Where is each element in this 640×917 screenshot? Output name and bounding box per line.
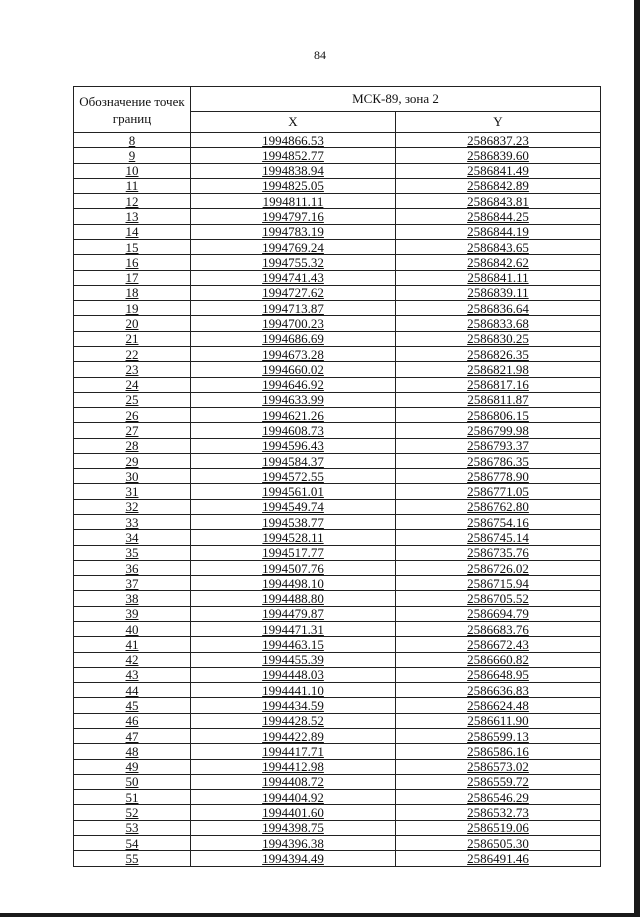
x-coordinate-cell: 1994498.10	[191, 576, 396, 591]
table-row	[74, 408, 601, 423]
table-row	[74, 453, 601, 468]
x-coordinate-cell: 1994488.80	[191, 591, 396, 606]
x-coordinate-cell: 1994852.77	[191, 148, 396, 163]
coordinate-system-header: МСК-89, зона 2	[191, 87, 601, 112]
point-number-cell: 11	[74, 178, 191, 193]
x-coordinate-cell: 1994455.39	[191, 652, 396, 667]
table-row	[74, 698, 601, 713]
y-coordinate-cell: 2586611.90	[396, 713, 601, 728]
x-coordinate-cell: 1994401.60	[191, 805, 396, 820]
x-coordinate-cell: 1994686.69	[191, 331, 396, 346]
table-row	[74, 239, 601, 254]
point-number-cell: 18	[74, 285, 191, 300]
points-header-label: Обозначение точек границ	[79, 93, 185, 126]
y-coordinate-cell: 2586648.95	[396, 667, 601, 682]
y-coordinate-cell: 2586573.02	[396, 759, 601, 774]
table-row	[74, 438, 601, 453]
x-coordinate-cell: 1994463.15	[191, 637, 396, 652]
point-number-cell: 29	[74, 453, 191, 468]
table-row	[74, 285, 601, 300]
table-row	[74, 728, 601, 743]
y-coordinate-cell: 2586636.83	[396, 683, 601, 698]
x-coordinate-cell: 1994797.16	[191, 209, 396, 224]
x-column-header: X	[191, 112, 396, 133]
table-row	[74, 591, 601, 606]
y-coordinate-cell: 2586745.14	[396, 530, 601, 545]
table-row	[74, 790, 601, 805]
point-number-cell: 27	[74, 423, 191, 438]
table-row	[74, 270, 601, 285]
x-coordinate-cell: 1994538.77	[191, 515, 396, 530]
y-coordinate-cell: 2586843.81	[396, 194, 601, 209]
point-number-cell: 35	[74, 545, 191, 560]
x-coordinate-cell: 1994608.73	[191, 423, 396, 438]
y-coordinate-cell: 2586842.62	[396, 255, 601, 270]
point-number-cell: 8	[74, 133, 191, 148]
x-coordinate-cell: 1994584.37	[191, 453, 396, 468]
x-coordinate-cell: 1994549.74	[191, 499, 396, 514]
table-row	[74, 759, 601, 774]
point-number-cell: 24	[74, 377, 191, 392]
y-coordinate-cell: 2586841.49	[396, 163, 601, 178]
point-number-cell: 31	[74, 484, 191, 499]
point-number-cell: 28	[74, 438, 191, 453]
y-coordinate-cell: 2586839.60	[396, 148, 601, 163]
table-row	[74, 652, 601, 667]
y-coordinate-cell: 2586726.02	[396, 560, 601, 575]
table-row	[74, 713, 601, 728]
y-coordinate-cell: 2586735.76	[396, 545, 601, 560]
point-number-cell: 46	[74, 713, 191, 728]
y-coordinate-cell: 2586843.65	[396, 239, 601, 254]
table-row	[74, 499, 601, 514]
y-coordinate-cell: 2586821.98	[396, 362, 601, 377]
table-row	[74, 362, 601, 377]
x-coordinate-cell: 1994422.89	[191, 728, 396, 743]
point-number-cell: 38	[74, 591, 191, 606]
y-coordinate-cell: 2586841.11	[396, 270, 601, 285]
table-row	[74, 530, 601, 545]
y-coordinate-cell: 2586793.37	[396, 438, 601, 453]
x-coordinate-cell: 1994866.53	[191, 133, 396, 148]
table-row	[74, 744, 601, 759]
point-number-cell: 33	[74, 515, 191, 530]
table-row	[74, 851, 601, 866]
x-coordinate-cell: 1994646.92	[191, 377, 396, 392]
x-coordinate-cell: 1994412.98	[191, 759, 396, 774]
y-coordinate-cell: 2586546.29	[396, 790, 601, 805]
table-row	[74, 148, 601, 163]
table-row	[74, 209, 601, 224]
y-coordinate-cell: 2586694.79	[396, 606, 601, 621]
x-coordinate-cell: 1994713.87	[191, 301, 396, 316]
table-row	[74, 805, 601, 820]
page-number: 84	[314, 48, 326, 62]
x-coordinate-cell: 1994561.01	[191, 484, 396, 499]
point-number-cell: 47	[74, 728, 191, 743]
y-coordinate-cell: 2586532.73	[396, 805, 601, 820]
point-number-cell: 44	[74, 683, 191, 698]
x-coordinate-cell: 1994660.02	[191, 362, 396, 377]
x-coordinate-cell: 1994811.11	[191, 194, 396, 209]
y-coordinate-cell: 2586505.30	[396, 835, 601, 850]
point-number-cell: 17	[74, 270, 191, 285]
y-coordinate-cell: 2586762.80	[396, 499, 601, 514]
y-coordinate-cell: 2586826.35	[396, 346, 601, 361]
point-number-cell: 12	[74, 194, 191, 209]
x-coordinate-cell: 1994398.75	[191, 820, 396, 835]
point-number-cell: 14	[74, 224, 191, 239]
point-number-cell: 22	[74, 346, 191, 361]
table-row	[74, 346, 601, 361]
table-row	[74, 667, 601, 682]
scan-border-right	[634, 0, 640, 917]
y-coordinate-cell: 2586683.76	[396, 622, 601, 637]
table-row	[74, 423, 601, 438]
x-coordinate-cell: 1994825.05	[191, 178, 396, 193]
x-coordinate-cell: 1994755.32	[191, 255, 396, 270]
coordinates-table	[73, 86, 601, 867]
y-coordinate-cell: 2586786.35	[396, 453, 601, 468]
point-number-cell: 55	[74, 851, 191, 866]
table-row	[74, 301, 601, 316]
y-coordinate-cell: 2586715.94	[396, 576, 601, 591]
x-coordinate-cell: 1994471.31	[191, 622, 396, 637]
point-number-cell: 16	[74, 255, 191, 270]
table-row	[74, 316, 601, 331]
x-coordinate-cell: 1994572.55	[191, 469, 396, 484]
table-row	[74, 194, 601, 209]
point-number-cell: 23	[74, 362, 191, 377]
x-coordinate-cell: 1994700.23	[191, 316, 396, 331]
point-number-cell: 48	[74, 744, 191, 759]
y-coordinate-cell: 2586799.98	[396, 423, 601, 438]
x-coordinate-cell: 1994528.11	[191, 530, 396, 545]
table-row	[74, 835, 601, 850]
point-number-cell: 30	[74, 469, 191, 484]
point-number-cell: 39	[74, 606, 191, 621]
table-row	[74, 133, 601, 148]
y-coordinate-cell: 2586830.25	[396, 331, 601, 346]
table-row	[74, 255, 601, 270]
point-number-cell: 21	[74, 331, 191, 346]
point-number-cell: 53	[74, 820, 191, 835]
point-number-cell: 41	[74, 637, 191, 652]
y-coordinate-cell: 2586660.82	[396, 652, 601, 667]
scan-border-bottom	[0, 913, 640, 917]
point-number-cell: 15	[74, 239, 191, 254]
y-coordinate-cell: 2586672.43	[396, 637, 601, 652]
point-number-cell: 34	[74, 530, 191, 545]
point-number-cell: 40	[74, 622, 191, 637]
x-coordinate-cell: 1994838.94	[191, 163, 396, 178]
points-column-header	[74, 87, 191, 133]
y-coordinate-cell: 2586778.90	[396, 469, 601, 484]
x-coordinate-cell: 1994394.49	[191, 851, 396, 866]
y-coordinate-cell: 2586705.52	[396, 591, 601, 606]
table-row	[74, 606, 601, 621]
point-number-cell: 25	[74, 392, 191, 407]
point-number-cell: 49	[74, 759, 191, 774]
x-coordinate-cell: 1994448.03	[191, 667, 396, 682]
table-row	[74, 163, 601, 178]
point-number-cell: 37	[74, 576, 191, 591]
table-row	[74, 637, 601, 652]
point-number-cell: 19	[74, 301, 191, 316]
point-number-cell: 52	[74, 805, 191, 820]
x-coordinate-cell: 1994517.77	[191, 545, 396, 560]
table-row	[74, 774, 601, 789]
point-number-cell: 43	[74, 667, 191, 682]
point-number-cell: 51	[74, 790, 191, 805]
y-coordinate-cell: 2586806.15	[396, 408, 601, 423]
table-row	[74, 484, 601, 499]
y-coordinate-cell: 2586817.16	[396, 377, 601, 392]
y-coordinate-cell: 2586842.89	[396, 178, 601, 193]
x-coordinate-cell: 1994769.24	[191, 239, 396, 254]
x-coordinate-cell: 1994673.28	[191, 346, 396, 361]
y-coordinate-cell: 2586519.06	[396, 820, 601, 835]
y-coordinate-cell: 2586491.46	[396, 851, 601, 866]
x-coordinate-cell: 1994596.43	[191, 438, 396, 453]
y-coordinate-cell: 2586844.19	[396, 224, 601, 239]
point-number-cell: 13	[74, 209, 191, 224]
point-number-cell: 26	[74, 408, 191, 423]
y-coordinate-cell: 2586836.64	[396, 301, 601, 316]
table-body	[74, 133, 601, 867]
x-coordinate-cell: 1994507.76	[191, 560, 396, 575]
x-coordinate-cell: 1994434.59	[191, 698, 396, 713]
table-row	[74, 622, 601, 637]
table-row	[74, 331, 601, 346]
y-coordinate-cell: 2586624.48	[396, 698, 601, 713]
x-coordinate-cell: 1994404.92	[191, 790, 396, 805]
x-coordinate-cell: 1994727.62	[191, 285, 396, 300]
x-coordinate-cell: 1994428.52	[191, 713, 396, 728]
y-column-header: Y	[396, 112, 601, 133]
point-number-cell: 10	[74, 163, 191, 178]
y-coordinate-cell: 2586586.16	[396, 744, 601, 759]
table-row	[74, 560, 601, 575]
x-coordinate-cell: 1994479.87	[191, 606, 396, 621]
y-coordinate-cell: 2586839.11	[396, 285, 601, 300]
y-coordinate-cell: 2586771.05	[396, 484, 601, 499]
y-coordinate-cell: 2586844.25	[396, 209, 601, 224]
x-coordinate-cell: 1994621.26	[191, 408, 396, 423]
y-coordinate-cell: 2586811.87	[396, 392, 601, 407]
table-row	[74, 820, 601, 835]
x-coordinate-cell: 1994783.19	[191, 224, 396, 239]
table-row	[74, 576, 601, 591]
x-coordinate-cell: 1994408.72	[191, 774, 396, 789]
point-number-cell: 54	[74, 835, 191, 850]
table-row	[74, 683, 601, 698]
table-row	[74, 469, 601, 484]
table-row	[74, 545, 601, 560]
table-row	[74, 178, 601, 193]
x-coordinate-cell: 1994441.10	[191, 683, 396, 698]
y-coordinate-cell: 2586559.72	[396, 774, 601, 789]
y-coordinate-cell: 2586754.16	[396, 515, 601, 530]
point-number-cell: 32	[74, 499, 191, 514]
table-row	[74, 515, 601, 530]
y-coordinate-cell: 2586833.68	[396, 316, 601, 331]
x-coordinate-cell: 1994396.38	[191, 835, 396, 850]
point-number-cell: 45	[74, 698, 191, 713]
x-coordinate-cell: 1994633.99	[191, 392, 396, 407]
x-coordinate-cell: 1994417.71	[191, 744, 396, 759]
table-row	[74, 392, 601, 407]
point-number-cell: 9	[74, 148, 191, 163]
point-number-cell: 42	[74, 652, 191, 667]
table-row	[74, 377, 601, 392]
y-coordinate-cell: 2586599.13	[396, 728, 601, 743]
point-number-cell: 36	[74, 560, 191, 575]
y-coordinate-cell: 2586837.23	[396, 133, 601, 148]
table-header-row	[74, 87, 601, 112]
x-coordinate-cell: 1994741.43	[191, 270, 396, 285]
point-number-cell: 50	[74, 774, 191, 789]
point-number-cell: 20	[74, 316, 191, 331]
table-row	[74, 224, 601, 239]
